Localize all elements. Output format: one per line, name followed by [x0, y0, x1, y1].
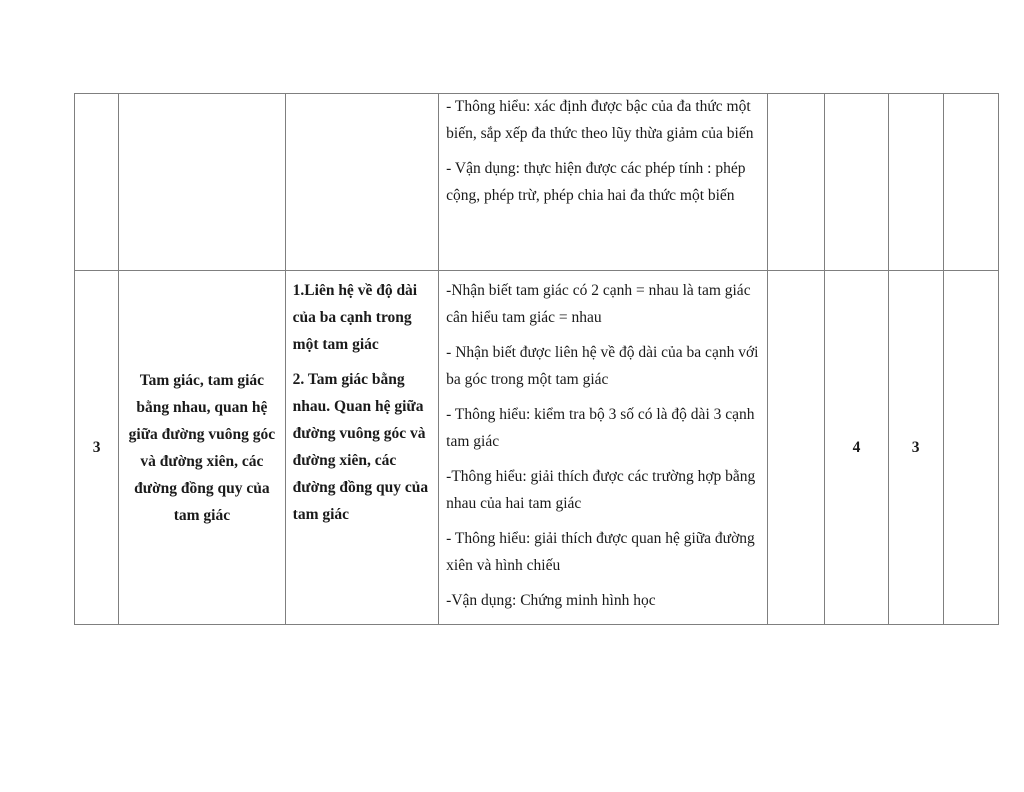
count-cell-c: [888, 94, 943, 271]
count-value: 4: [852, 438, 861, 456]
count-cell-a: [768, 271, 825, 625]
stt-cell: [75, 271, 119, 625]
description-item: -Thông hiểu: giải thích được các trường hợp bằng nhau của hai tam giác: [446, 468, 756, 512]
description-item: -Nhận biết tam giác có 2 cạnh = nhau là tam giác cân hiểu tam giác = nhau: [446, 282, 751, 326]
description-item: - Thông hiểu: kiểm tra bộ 3 số có là độ dài 3 cạnh tam giác: [446, 406, 755, 450]
table-row-continuation: [75, 94, 999, 271]
topic-title: Tam giác, tam giác bằng nhau, quan hệ giữa đường vuông góc và đường xiên, các đường đồng quy của tam giác: [128, 371, 276, 524]
description-item: - Thông hiểu: xác định được bậc của đa thức một biến, sắp xếp đa thức theo lũy thừa giảm của biến: [446, 98, 754, 142]
table-row-3: [75, 271, 999, 625]
count-cell-b: [825, 271, 888, 625]
assessment-matrix-table: [74, 93, 999, 625]
row-number: 3: [92, 438, 101, 456]
count-cell-b: [825, 94, 888, 271]
description-cell: [439, 271, 768, 625]
unit-item: 1.Liên hệ về độ dài của ba cạnh trong một tam giác: [292, 282, 418, 353]
description-cell: [439, 94, 768, 271]
count-cell-a: [768, 94, 825, 271]
topic-cell: [119, 271, 286, 625]
stt-cell-empty: [75, 94, 119, 271]
unit-item: 2. Tam giác bằng nhau. Quan hệ giữa đường vuông góc và đường xiên, các đường đồng quy của tam giác: [292, 371, 429, 523]
count-value: 3: [911, 438, 920, 456]
description-item: - Vận dụng: thực hiện được các phép tính : phép cộng, phép trừ, phép chia hai đa thức một biến: [446, 160, 746, 204]
description-item: - Thông hiểu: giải thích được quan hệ giữa đường xiên và hình chiếu: [446, 530, 755, 574]
unit-cell: [285, 271, 438, 625]
count-cell-d: [943, 94, 998, 271]
description-item: - Nhận biết được liên hệ về độ dài của ba cạnh với ba góc trong một tam giác: [446, 344, 759, 388]
count-cell-c: [888, 271, 943, 625]
unit-cell-empty: [285, 94, 438, 271]
topic-cell-empty: [119, 94, 286, 271]
description-item: -Vận dụng: Chứng minh hình học: [446, 592, 656, 609]
count-cell-d: [943, 271, 998, 625]
